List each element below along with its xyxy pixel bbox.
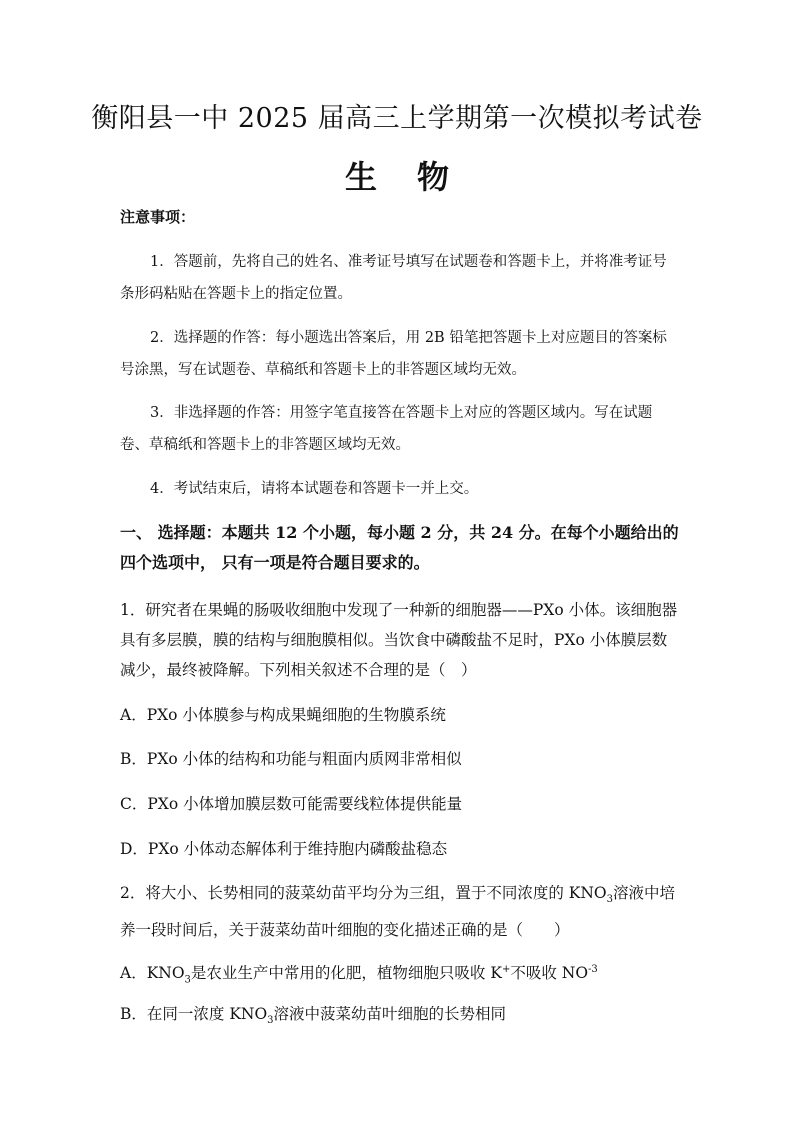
question-1-stem: 1．研究者在果蝇的肠吸收细胞中发现了一种新的细胞器——PXo 小体。该细胞器具有多层膜，膜的结构与细胞膜相似。当饮食中磷酸盐不足时，PXo 小体膜层数减少，最终被降解。下列相关叙述不合理的是（ ） — [120, 601, 678, 679]
notice-item-4: 4．考试结束后，请将本试题卷和答题卡一并上交。 — [150, 481, 479, 497]
question-1-option-c: C．PXo 小体增加膜层数可能需要线粒体提供能量 — [120, 795, 463, 813]
question-1-option-b: B．PXo 小体的结构和功能与粗面内质网非常相似 — [120, 750, 462, 768]
subject-title: 生物 — [344, 158, 489, 196]
question-2-option-b: B．在同一浓度 $KNO_3$溶液中菠菜幼苗叶细胞的长势相同 — [120, 1005, 507, 1027]
question-1-option-d: D．PXo 小体动态解体利于维持胞内磷酸盐稳态 — [120, 840, 448, 858]
section-heading: 一、 选择题：本题共 12 个小题，每小题 2 分，共 24 分。在每个小题给出的四个选项中， 只有一项是符合题目要求的。 — [120, 523, 679, 572]
exam-title: 衡阳县一中 2025 届高三上学期第一次模拟考试卷 — [91, 103, 703, 134]
notice-heading: 注意事项： — [120, 208, 196, 226]
question-2-stem: 2．将大小、长势相同的菠菜幼苗平均分为三组，置于不同浓度的 $KNO_3$溶液中培养一段时间后，关于菠菜幼苗叶细胞的变化描述正确的是（ ） — [120, 884, 676, 940]
notice-item-2: 2．选择题的作答：每小题选出答案后，用 2B 铅笔把答题卡上对应题目的答案标号涂黑，写在试题卷、草稿纸和答题卡上的非答题区域均无效。 — [120, 330, 667, 378]
question-1-option-a: A．PXo 小体膜参与构成果蝇细胞的生物膜系统 — [120, 706, 446, 724]
question-2-option-a: A．$KNO_3$是农业生产中常用的化肥，植物细胞只吸收 K+不吸收 $NO^{-3}$ — [120, 964, 598, 986]
notice-item-1: 1．答题前，先将自己的姓名、准考证号填写在试题卷和答题卡上，并将准考证号条形码粘贴在答题卡上的指定位置。 — [120, 254, 667, 302]
notice-item-3: 3．非选择题的作答：用签字笔直接答在答题卡上对应的答题区域内。写在试题卷、草稿纸和答题卡上的非答题区域均无效。 — [120, 405, 653, 453]
